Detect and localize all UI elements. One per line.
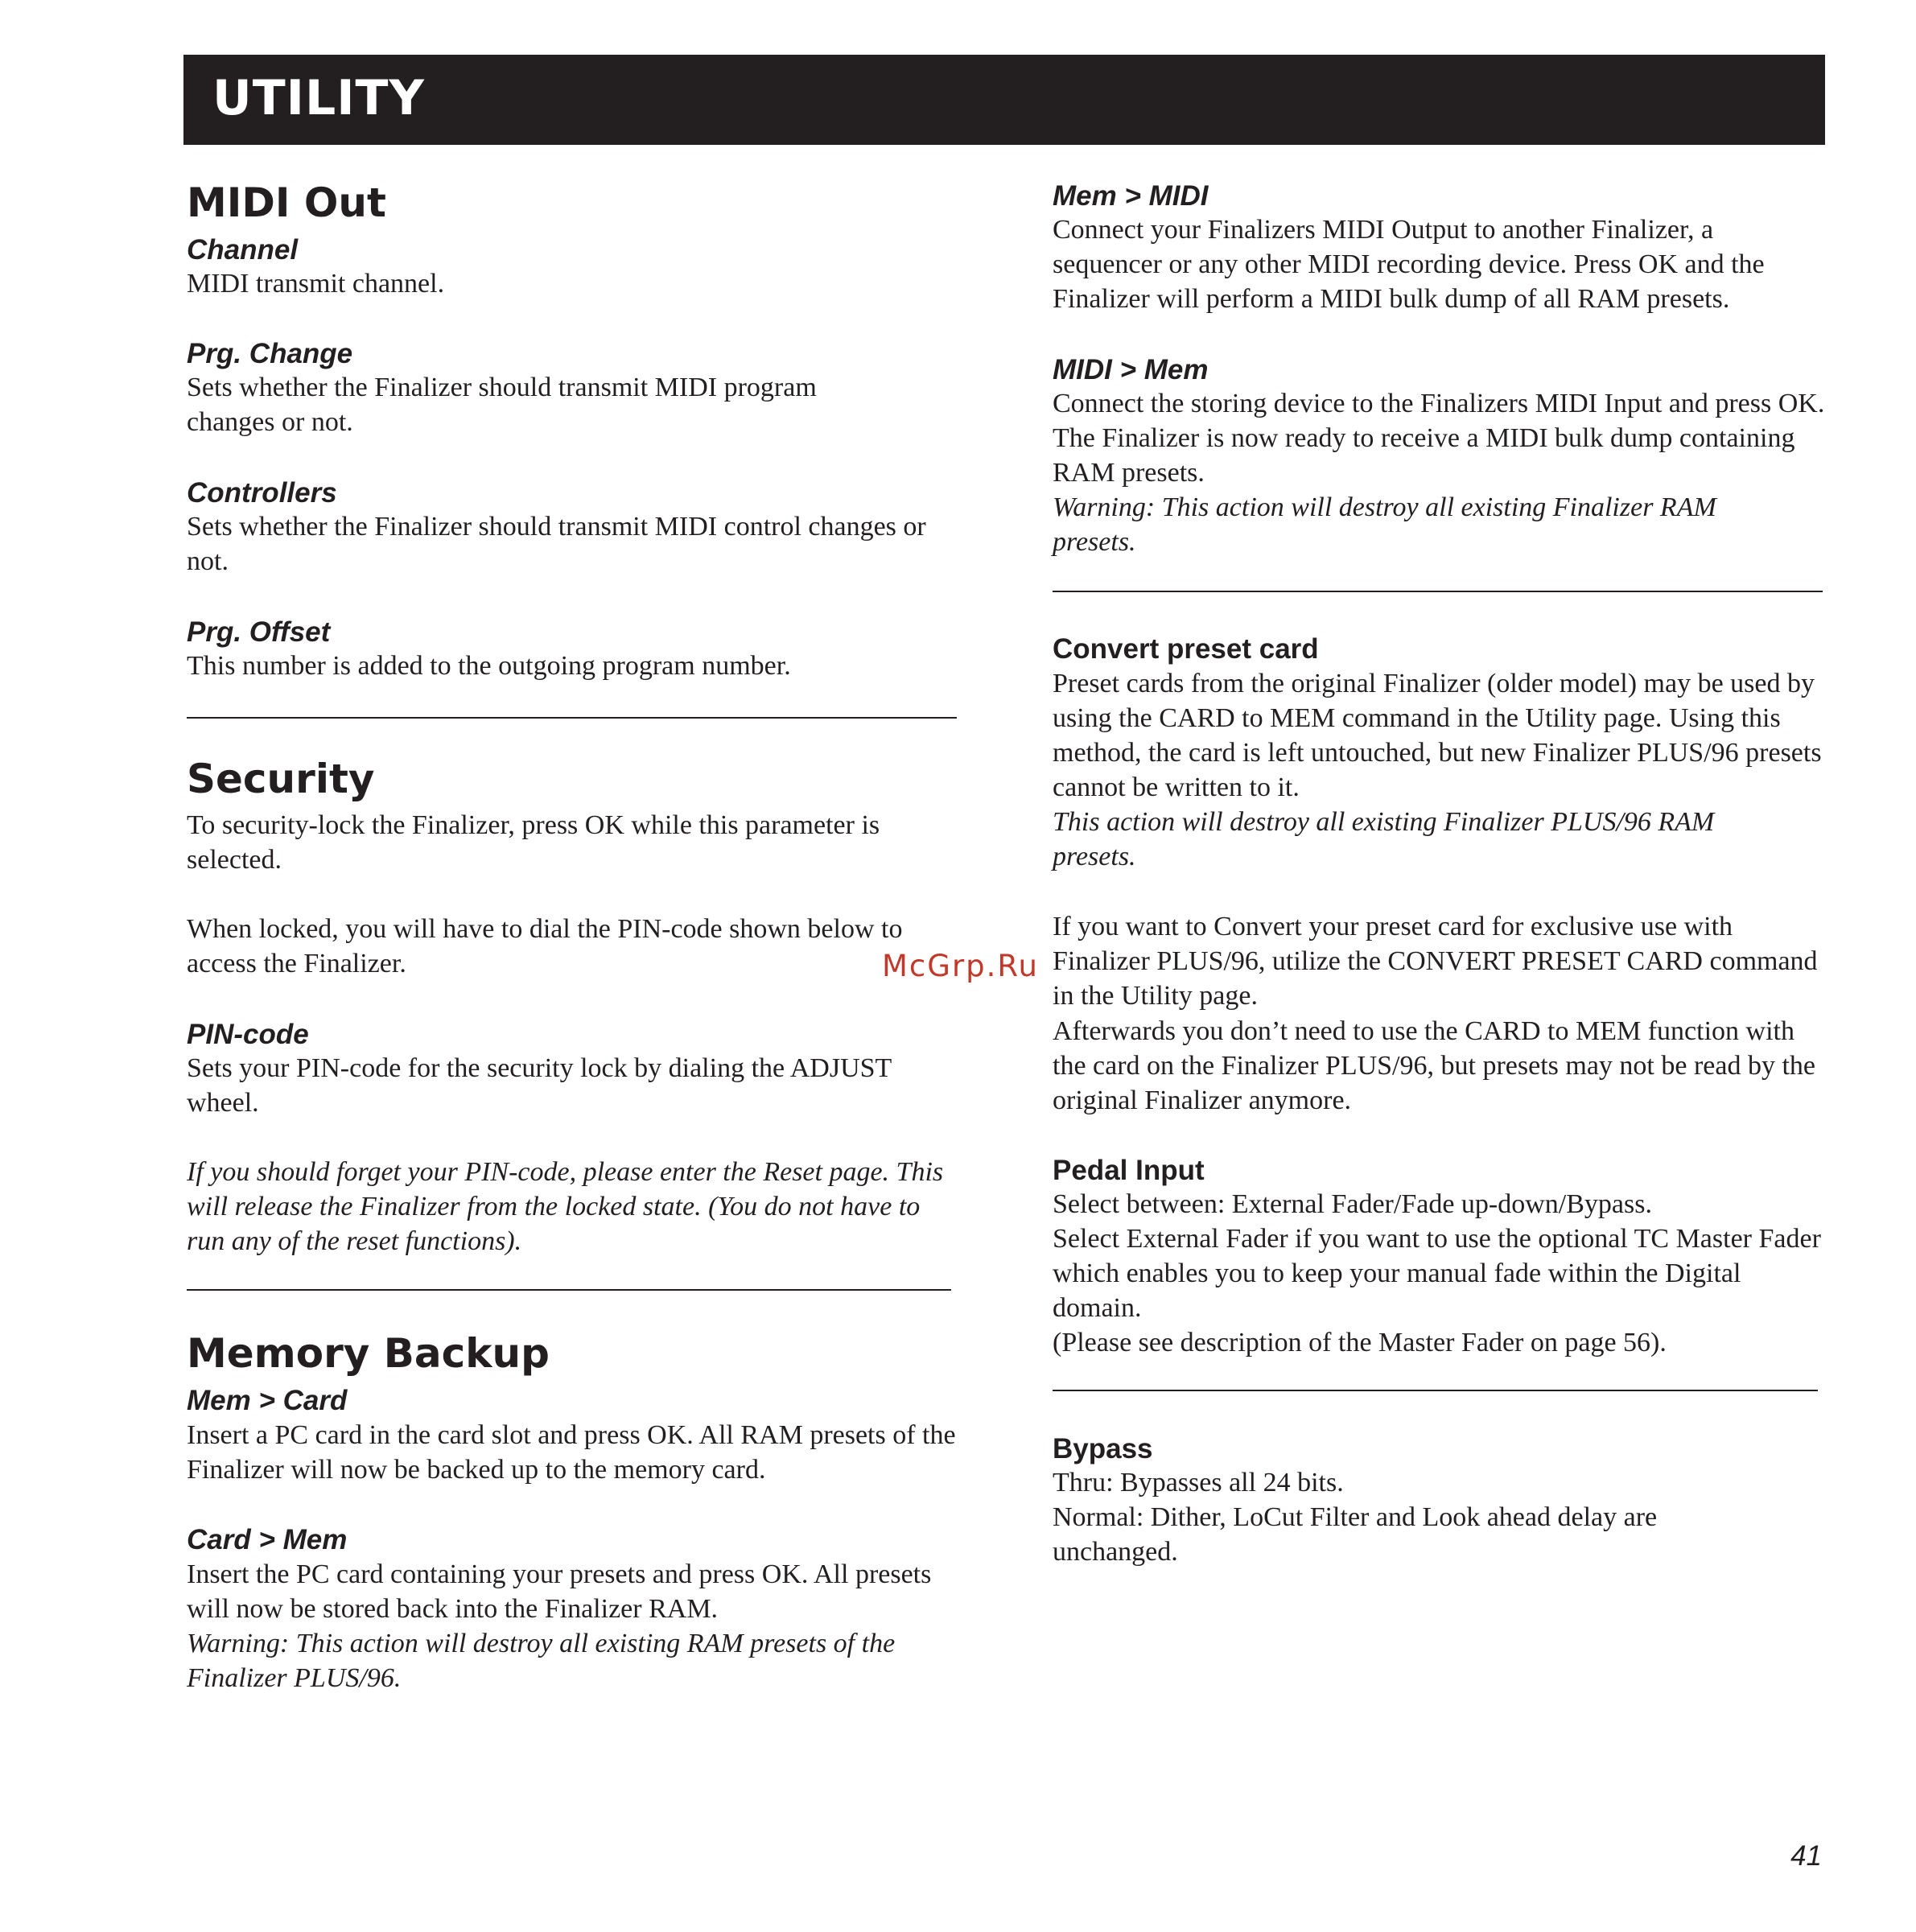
security-intro-text: To security-lock the Finalizer, press OK while this parameter is selected. [187, 810, 880, 875]
pin-code-text: Sets your PIN-code for the security lock by dialing the ADJUST wheel. [187, 1053, 892, 1118]
card-mem-warning: Warning: This action will destroy all existing RAM presets of the Finalizer PLUS/96. [187, 1629, 896, 1693]
convert-preset-card-convert-text: If you want to Convert your preset card for exclusive use with Finalizer PLUS/96, utilize the CONVERT PRESET CARD command in the Utility page. [1053, 912, 1818, 1011]
convert-preset-card-warning: This action will destroy all existing Finalizer PLUS/96 RAM presets. [1053, 807, 1715, 871]
divider [1053, 1390, 1818, 1391]
mem-card-text: Insert a PC card in the card slot and press OK. All RAM presets of the Finalizer will now be backed up to the memory card. [187, 1420, 956, 1485]
bypass-normal-text: Normal: Dither, LoCut Filter and Look ahead delay are unchanged. [1053, 1502, 1658, 1567]
memory-backup-title: Memory Backup [187, 1330, 550, 1377]
watermark: McGrp.Ru [882, 949, 1039, 983]
security-title: Security [187, 756, 375, 802]
prg-change-text: Sets whether the Finalizer should transmit MIDI program changes or not. [187, 373, 817, 437]
divider [187, 717, 957, 719]
header-bar [183, 55, 1825, 145]
convert-preset-card-text: Preset cards from the original Finalizer (older model) may be used by using the CARD to MEM command in the Utility page. Using this method, the card is left untouched, but new Finalizer PLUS/96 presets cannot be written to it. [1053, 669, 1822, 802]
mem-midi-label: Mem > MIDI [1053, 180, 1209, 212]
midi-mem-warning: Warning: This action will destroy all existing Finalizer RAM presets. [1053, 492, 1716, 557]
controllers-label: Controllers [187, 477, 337, 509]
security-locked-text: When locked, you will have to dial the PIN-code shown below to access the Finalizer. [187, 914, 903, 978]
midi-mem-label: MIDI > Mem [1053, 354, 1209, 385]
mem-card-label: Mem > Card [187, 1385, 348, 1416]
prg-offset-label: Prg. Offset [187, 616, 331, 648]
pedal-input-text: Select between: External Fader/Fade up-down/Bypass. [1053, 1189, 1652, 1219]
card-mem-text: Insert the PC card containing your presets and press OK. All presets will now be stored back into the Finalizer RAM. [187, 1559, 932, 1624]
pin-code-label: PIN-code [187, 1019, 309, 1050]
channel-label: Channel [187, 234, 299, 266]
controllers-text: Sets whether the Finalizer should transmit MIDI control changes or not. [187, 512, 926, 576]
page-title: UTILITY [212, 70, 425, 126]
prg-change-label: Prg. Change [187, 338, 353, 369]
page-number: 41 [1790, 1840, 1822, 1872]
bypass-title: Bypass [1053, 1433, 1153, 1464]
channel-text: MIDI transmit channel. [187, 269, 445, 299]
pedal-input-note: (Please see description of the Master Fader on page 56). [1053, 1328, 1667, 1357]
pedal-input-detail: Select External Fader if you want to use the optional TC Master Fader which enables you to keep your manual fade within the Digital domain. [1053, 1224, 1821, 1323]
convert-preset-card-title: Convert preset card [1053, 633, 1319, 665]
prg-offset-text: This number is added to the outgoing program number. [187, 651, 791, 681]
mem-midi-text: Connect your Finalizers MIDI Output to another Finalizer, a sequencer or any other MIDI recording device. Press OK and the Finalizer will perform a MIDI bulk dump of all RAM presets. [1053, 215, 1765, 314]
divider [1053, 591, 1823, 592]
divider [187, 1289, 951, 1291]
card-mem-label: Card > Mem [187, 1524, 348, 1555]
midi-out-title: MIDI Out [187, 179, 386, 226]
pedal-input-title: Pedal Input [1053, 1155, 1205, 1186]
pin-code-note: If you should forget your PIN-code, please enter the Reset page. This will release the Finalizer from the locked state. (You do not have to run any of the reset functions). [187, 1157, 944, 1256]
bypass-thru-text: Thru: Bypasses all 24 bits. [1053, 1468, 1344, 1497]
midi-mem-text: Connect the storing device to the Finalizers MIDI Input and press OK. The Finalizer is now ready to receive a MIDI bulk dump containing RAM presets. [1053, 389, 1825, 488]
convert-preset-card-afterwards-text: Afterwards you don’t need to use the CARD to MEM function with the card on the Finalizer PLUS/96, but presets may not be read by the original Finalizer anymore. [1053, 1016, 1815, 1115]
